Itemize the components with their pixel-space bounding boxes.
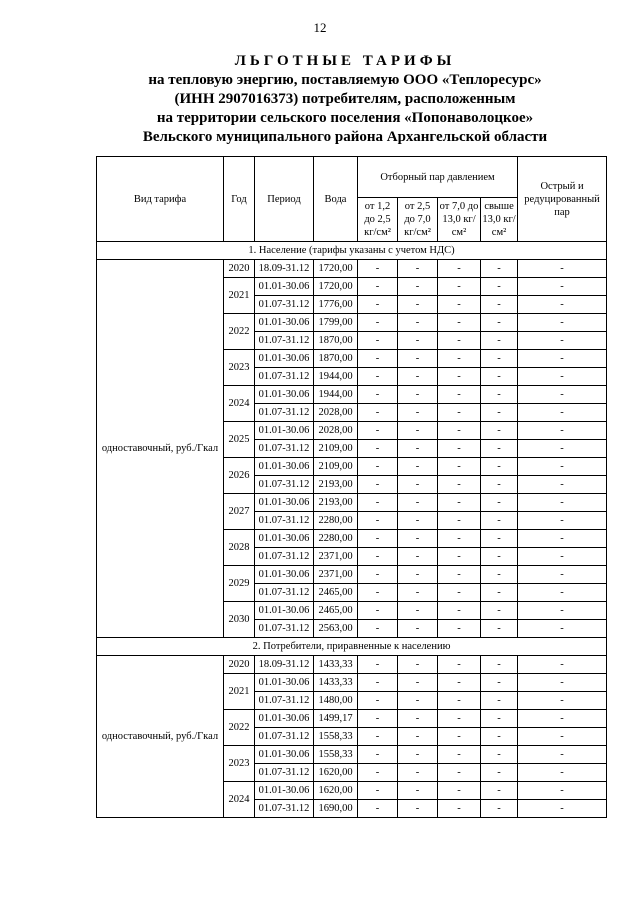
empty-value-dash: -	[398, 314, 438, 332]
empty-value-dash: -	[481, 674, 518, 692]
year-cell: 2023	[224, 350, 255, 386]
empty-value-dash: -	[438, 656, 481, 674]
empty-value-dash: -	[438, 584, 481, 602]
empty-value-dash: -	[438, 404, 481, 422]
empty-value-dash: -	[481, 494, 518, 512]
section-row	[97, 638, 607, 656]
empty-value-dash: -	[481, 584, 518, 602]
empty-value-dash: -	[438, 314, 481, 332]
title-line-2: на тепловую энергию, поставляемую ООО «Теплоресурс»	[148, 72, 542, 88]
empty-value-dash: -	[518, 728, 607, 746]
empty-value-dash: -	[438, 548, 481, 566]
document-title	[60, 52, 630, 147]
empty-value-dash: -	[438, 260, 481, 278]
empty-value-dash: -	[518, 332, 607, 350]
empty-value-dash: -	[438, 620, 481, 638]
empty-value-dash: -	[438, 440, 481, 458]
water-value: 1944,00	[314, 368, 358, 386]
empty-value-dash: -	[398, 422, 438, 440]
tariff-type-label: одноставочный, руб./Гкал	[97, 656, 224, 818]
empty-value-dash: -	[481, 368, 518, 386]
year-cell: 2022	[224, 314, 255, 350]
header-pressure-1: от 1,2 до 2,5 кг/см²	[358, 198, 398, 242]
empty-value-dash: -	[438, 332, 481, 350]
empty-value-dash: -	[358, 782, 398, 800]
water-value: 2109,00	[314, 440, 358, 458]
empty-value-dash: -	[358, 548, 398, 566]
empty-value-dash: -	[398, 620, 438, 638]
period-cell: 01.07-31.12	[255, 332, 314, 350]
empty-value-dash: -	[438, 782, 481, 800]
water-value: 2193,00	[314, 494, 358, 512]
empty-value-dash: -	[481, 782, 518, 800]
period-cell: 01.01-30.06	[255, 350, 314, 368]
year-cell: 2028	[224, 530, 255, 566]
empty-value-dash: -	[518, 314, 607, 332]
water-value: 1558,33	[314, 728, 358, 746]
empty-value-dash: -	[358, 296, 398, 314]
water-value: 2465,00	[314, 584, 358, 602]
empty-value-dash: -	[358, 656, 398, 674]
period-cell: 01.01-30.06	[255, 530, 314, 548]
water-value: 1690,00	[314, 800, 358, 818]
water-value: 1433,33	[314, 674, 358, 692]
empty-value-dash: -	[398, 368, 438, 386]
water-value: 2465,00	[314, 602, 358, 620]
empty-value-dash: -	[481, 728, 518, 746]
empty-value-dash: -	[438, 800, 481, 818]
empty-value-dash: -	[398, 674, 438, 692]
empty-value-dash: -	[438, 296, 481, 314]
empty-value-dash: -	[481, 260, 518, 278]
water-value: 1558,33	[314, 746, 358, 764]
empty-value-dash: -	[518, 386, 607, 404]
year-cell: 2021	[224, 674, 255, 710]
empty-value-dash: -	[518, 800, 607, 818]
empty-value-dash: -	[438, 530, 481, 548]
empty-value-dash: -	[398, 728, 438, 746]
empty-value-dash: -	[398, 278, 438, 296]
empty-value-dash: -	[481, 710, 518, 728]
period-cell: 01.07-31.12	[255, 440, 314, 458]
empty-value-dash: -	[481, 566, 518, 584]
water-value: 1480,00	[314, 692, 358, 710]
water-value: 2563,00	[314, 620, 358, 638]
empty-value-dash: -	[438, 764, 481, 782]
water-value: 2280,00	[314, 530, 358, 548]
empty-value-dash: -	[358, 800, 398, 818]
water-value: 2371,00	[314, 548, 358, 566]
empty-value-dash: -	[481, 314, 518, 332]
empty-value-dash: -	[518, 296, 607, 314]
empty-value-dash: -	[398, 512, 438, 530]
title-line-1: ЛЬГОТНЫЕ ТАРИФЫ	[234, 53, 456, 69]
period-cell: 01.07-31.12	[255, 296, 314, 314]
year-cell: 2027	[224, 494, 255, 530]
header-pressure-2: от 2,5 до 7,0 кг/см²	[398, 198, 438, 242]
empty-value-dash: -	[358, 422, 398, 440]
period-cell: 01.07-31.12	[255, 368, 314, 386]
empty-value-dash: -	[518, 656, 607, 674]
header-pressure-4: свыше 13,0 кг/см²	[481, 198, 518, 242]
period-cell: 01.01-30.06	[255, 458, 314, 476]
empty-value-dash: -	[481, 602, 518, 620]
period-cell: 01.07-31.12	[255, 764, 314, 782]
empty-value-dash: -	[358, 620, 398, 638]
empty-value-dash: -	[398, 386, 438, 404]
water-value: 1433,33	[314, 656, 358, 674]
period-cell: 01.07-31.12	[255, 800, 314, 818]
empty-value-dash: -	[438, 386, 481, 404]
table-row	[97, 656, 607, 674]
empty-value-dash: -	[438, 476, 481, 494]
empty-value-dash: -	[481, 386, 518, 404]
empty-value-dash: -	[438, 458, 481, 476]
water-value: 1870,00	[314, 350, 358, 368]
empty-value-dash: -	[518, 782, 607, 800]
empty-value-dash: -	[398, 800, 438, 818]
empty-value-dash: -	[481, 692, 518, 710]
water-value: 2109,00	[314, 458, 358, 476]
water-value: 1499,17	[314, 710, 358, 728]
period-cell: 01.01-30.06	[255, 782, 314, 800]
empty-value-dash: -	[398, 260, 438, 278]
empty-value-dash: -	[358, 692, 398, 710]
empty-value-dash: -	[481, 620, 518, 638]
empty-value-dash: -	[358, 746, 398, 764]
empty-value-dash: -	[438, 278, 481, 296]
year-cell: 2025	[224, 422, 255, 458]
empty-value-dash: -	[398, 458, 438, 476]
period-cell: 18.09-31.12	[255, 656, 314, 674]
period-cell: 01.07-31.12	[255, 620, 314, 638]
empty-value-dash: -	[398, 566, 438, 584]
empty-value-dash: -	[518, 458, 607, 476]
empty-value-dash: -	[518, 368, 607, 386]
period-cell: 01.01-30.06	[255, 314, 314, 332]
header-period: Период	[255, 157, 314, 242]
empty-value-dash: -	[358, 494, 398, 512]
water-value: 1776,00	[314, 296, 358, 314]
period-cell: 01.01-30.06	[255, 278, 314, 296]
empty-value-dash: -	[438, 368, 481, 386]
empty-value-dash: -	[398, 584, 438, 602]
tariff-type-label: одноставочный, руб./Гкал	[97, 260, 224, 638]
section-title: 2. Потребители, приравненные к населению	[97, 638, 607, 656]
empty-value-dash: -	[518, 674, 607, 692]
empty-value-dash: -	[358, 440, 398, 458]
empty-value-dash: -	[358, 530, 398, 548]
empty-value-dash: -	[481, 404, 518, 422]
period-cell: 01.07-31.12	[255, 692, 314, 710]
empty-value-dash: -	[398, 296, 438, 314]
empty-value-dash: -	[481, 278, 518, 296]
water-value: 1944,00	[314, 386, 358, 404]
water-value: 2193,00	[314, 476, 358, 494]
header-pressure-3: от 7,0 до 13,0 кг/см²	[438, 198, 481, 242]
empty-value-dash: -	[358, 566, 398, 584]
header-tariff-type: Вид тарифа	[97, 157, 224, 242]
empty-value-dash: -	[358, 386, 398, 404]
empty-value-dash: -	[481, 512, 518, 530]
empty-value-dash: -	[398, 764, 438, 782]
period-cell: 01.01-30.06	[255, 422, 314, 440]
empty-value-dash: -	[358, 260, 398, 278]
section-row	[97, 242, 607, 260]
empty-value-dash: -	[358, 602, 398, 620]
empty-value-dash: -	[358, 368, 398, 386]
section-title: 1. Население (тарифы указаны с учетом НДС)	[97, 242, 607, 260]
empty-value-dash: -	[481, 458, 518, 476]
empty-value-dash: -	[518, 584, 607, 602]
empty-value-dash: -	[518, 350, 607, 368]
empty-value-dash: -	[358, 728, 398, 746]
empty-value-dash: -	[438, 602, 481, 620]
empty-value-dash: -	[438, 350, 481, 368]
header-year: Год	[224, 157, 255, 242]
title-line-5: Вельского муниципального района Архангельской области	[142, 129, 548, 145]
empty-value-dash: -	[438, 710, 481, 728]
header-water: Вода	[314, 157, 358, 242]
empty-value-dash: -	[438, 422, 481, 440]
empty-value-dash: -	[518, 422, 607, 440]
year-cell: 2020	[224, 260, 255, 278]
empty-value-dash: -	[438, 746, 481, 764]
period-cell: 01.01-30.06	[255, 494, 314, 512]
empty-value-dash: -	[481, 764, 518, 782]
year-cell: 2026	[224, 458, 255, 494]
empty-value-dash: -	[398, 656, 438, 674]
period-cell: 01.01-30.06	[255, 710, 314, 728]
empty-value-dash: -	[481, 656, 518, 674]
year-cell: 2020	[224, 656, 255, 674]
empty-value-dash: -	[481, 296, 518, 314]
year-cell: 2024	[224, 782, 255, 818]
empty-value-dash: -	[398, 602, 438, 620]
empty-value-dash: -	[481, 548, 518, 566]
empty-value-dash: -	[518, 764, 607, 782]
empty-value-dash: -	[358, 710, 398, 728]
period-cell: 01.01-30.06	[255, 674, 314, 692]
empty-value-dash: -	[358, 674, 398, 692]
empty-value-dash: -	[398, 404, 438, 422]
empty-value-dash: -	[518, 440, 607, 458]
water-value: 1799,00	[314, 314, 358, 332]
water-value: 2028,00	[314, 422, 358, 440]
empty-value-dash: -	[358, 458, 398, 476]
empty-value-dash: -	[398, 692, 438, 710]
year-cell: 2030	[224, 602, 255, 638]
empty-value-dash: -	[358, 314, 398, 332]
empty-value-dash: -	[358, 764, 398, 782]
empty-value-dash: -	[518, 692, 607, 710]
water-value: 1620,00	[314, 782, 358, 800]
empty-value-dash: -	[438, 512, 481, 530]
water-value: 1620,00	[314, 764, 358, 782]
year-cell: 2022	[224, 710, 255, 746]
empty-value-dash: -	[398, 710, 438, 728]
empty-value-dash: -	[518, 512, 607, 530]
empty-value-dash: -	[358, 584, 398, 602]
empty-value-dash: -	[518, 602, 607, 620]
empty-value-dash: -	[481, 422, 518, 440]
year-cell: 2023	[224, 746, 255, 782]
water-value: 2280,00	[314, 512, 358, 530]
empty-value-dash: -	[398, 548, 438, 566]
empty-value-dash: -	[518, 566, 607, 584]
period-cell: 01.01-30.06	[255, 566, 314, 584]
empty-value-dash: -	[358, 512, 398, 530]
empty-value-dash: -	[481, 476, 518, 494]
empty-value-dash: -	[518, 548, 607, 566]
year-cell: 2021	[224, 278, 255, 314]
empty-value-dash: -	[358, 404, 398, 422]
period-cell: 01.07-31.12	[255, 512, 314, 530]
empty-value-dash: -	[518, 278, 607, 296]
empty-value-dash: -	[518, 620, 607, 638]
water-value: 2371,00	[314, 566, 358, 584]
year-cell: 2029	[224, 566, 255, 602]
empty-value-dash: -	[438, 728, 481, 746]
period-cell: 01.07-31.12	[255, 728, 314, 746]
period-cell: 18.09-31.12	[255, 260, 314, 278]
empty-value-dash: -	[398, 782, 438, 800]
empty-value-dash: -	[518, 404, 607, 422]
header-sharp-steam: Острый и редуцированный пар	[518, 157, 607, 242]
year-cell: 2024	[224, 386, 255, 422]
empty-value-dash: -	[438, 674, 481, 692]
empty-value-dash: -	[358, 332, 398, 350]
header-steam-group: Отборный пар давлением	[358, 157, 518, 198]
empty-value-dash: -	[398, 530, 438, 548]
period-cell: 01.01-30.06	[255, 386, 314, 404]
empty-value-dash: -	[398, 350, 438, 368]
title-line-3: (ИНН 2907016373) потребителям, расположенным	[174, 91, 516, 107]
empty-value-dash: -	[481, 746, 518, 764]
empty-value-dash: -	[398, 494, 438, 512]
empty-value-dash: -	[518, 710, 607, 728]
empty-value-dash: -	[481, 440, 518, 458]
empty-value-dash: -	[518, 476, 607, 494]
table-row	[97, 260, 607, 278]
empty-value-dash: -	[481, 800, 518, 818]
empty-value-dash: -	[358, 476, 398, 494]
empty-value-dash: -	[518, 260, 607, 278]
table-body	[97, 242, 607, 818]
water-value: 1870,00	[314, 332, 358, 350]
empty-value-dash: -	[398, 440, 438, 458]
period-cell: 01.07-31.12	[255, 476, 314, 494]
period-cell: 01.01-30.06	[255, 746, 314, 764]
empty-value-dash: -	[481, 530, 518, 548]
empty-value-dash: -	[398, 476, 438, 494]
empty-value-dash: -	[438, 494, 481, 512]
period-cell: 01.07-31.12	[255, 548, 314, 566]
page-number: 12	[313, 20, 327, 35]
empty-value-dash: -	[438, 692, 481, 710]
period-cell: 01.01-30.06	[255, 602, 314, 620]
period-cell: 01.07-31.12	[255, 404, 314, 422]
tariffs-table	[96, 156, 607, 818]
water-value: 2028,00	[314, 404, 358, 422]
period-cell: 01.07-31.12	[255, 584, 314, 602]
title-line-4: на территории сельского поселения «Попонаволоцкое»	[156, 110, 534, 126]
empty-value-dash: -	[481, 332, 518, 350]
empty-value-dash: -	[358, 350, 398, 368]
empty-value-dash: -	[438, 566, 481, 584]
water-value: 1720,00	[314, 278, 358, 296]
empty-value-dash: -	[398, 332, 438, 350]
empty-value-dash: -	[518, 530, 607, 548]
empty-value-dash: -	[518, 746, 607, 764]
empty-value-dash: -	[358, 278, 398, 296]
empty-value-dash: -	[518, 494, 607, 512]
empty-value-dash: -	[481, 350, 518, 368]
empty-value-dash: -	[398, 746, 438, 764]
water-value: 1720,00	[314, 260, 358, 278]
